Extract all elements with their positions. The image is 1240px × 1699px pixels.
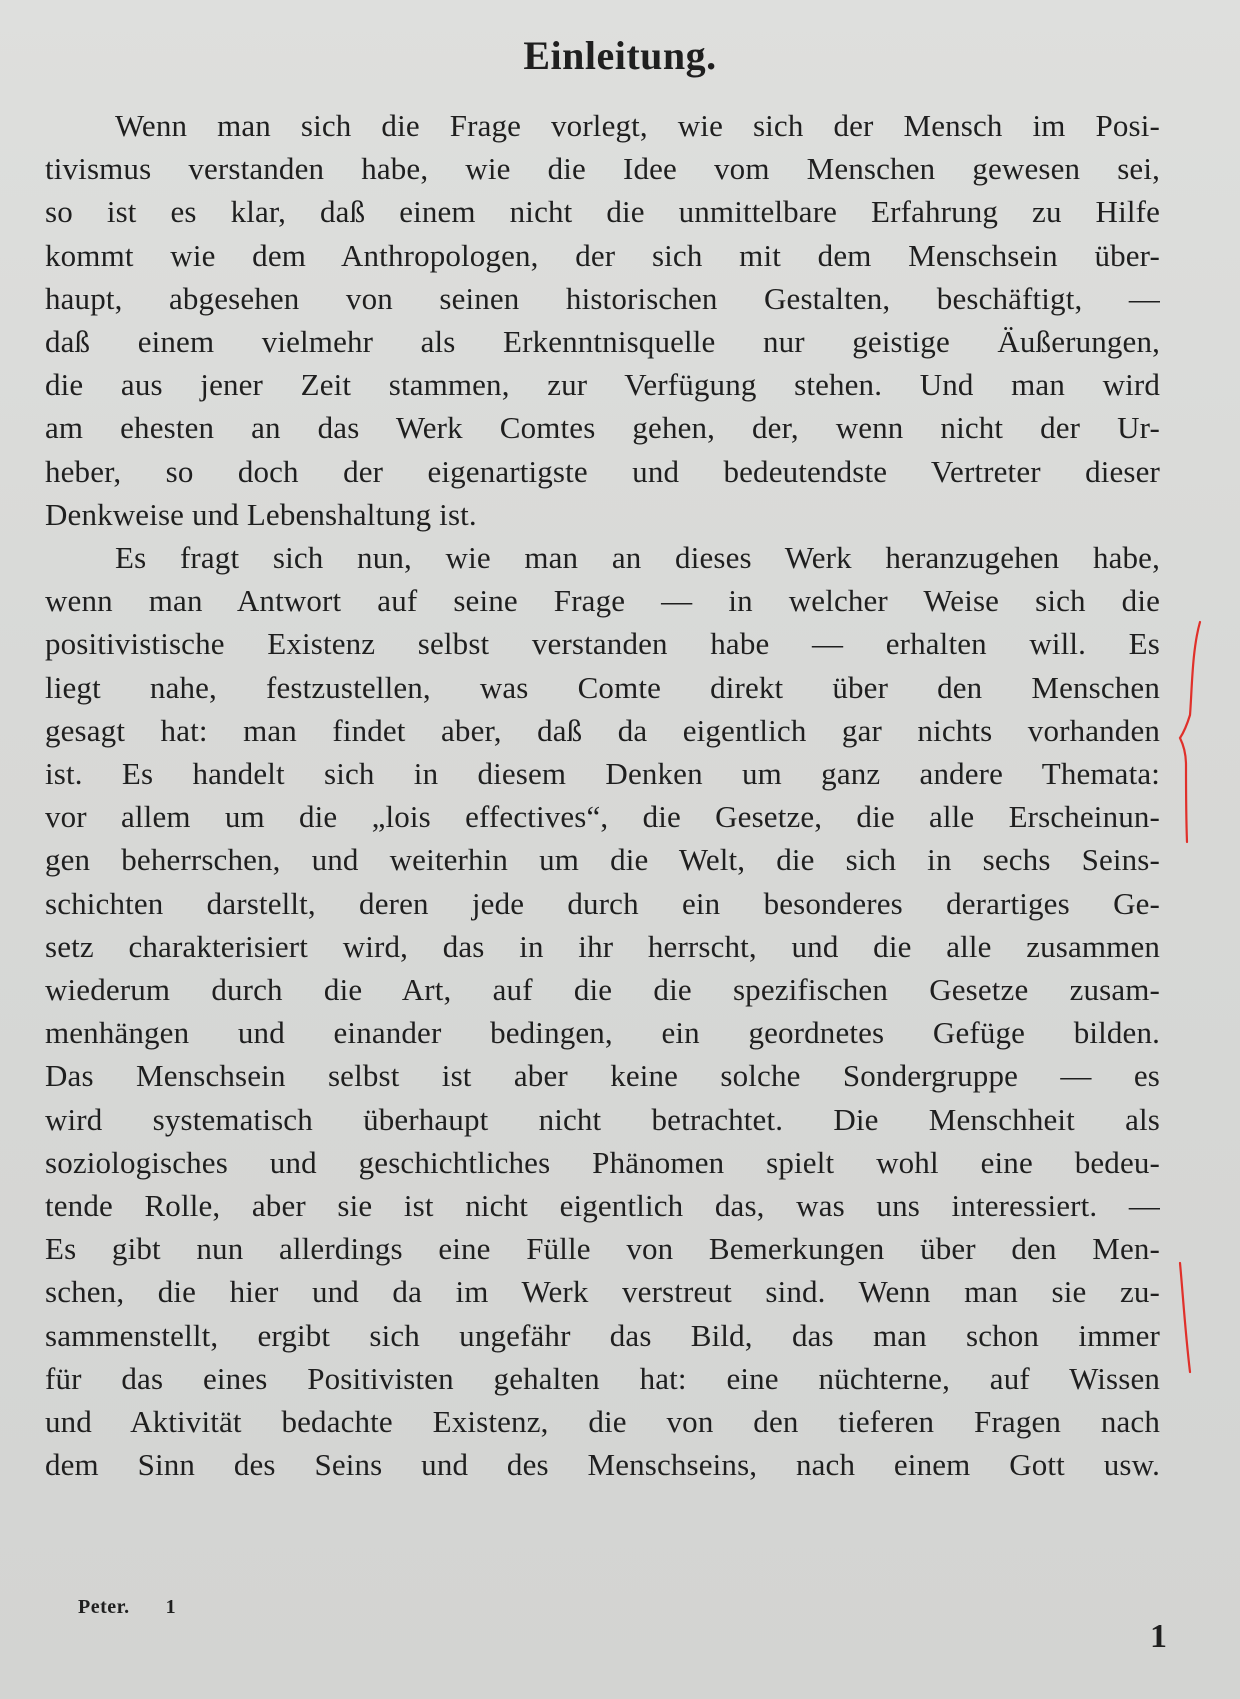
text-line: schichten darstellt, deren jede durch ein besonderes derartiges Ge- (45, 885, 1160, 921)
text-line: kommt wie dem Anthropologen, der sich mit dem Menschsein über- (45, 237, 1160, 273)
text-line: liegt nahe, festzustellen, was Comte direkt über den Menschen (45, 669, 1160, 705)
text-line: Es fragt sich nun, wie man an dieses Werk heranzugehen habe, (115, 540, 1160, 576)
text-line: tivismus verstanden habe, wie die Idee vom Menschen gewesen sei, (45, 151, 1160, 187)
signature-name: Peter. (78, 1596, 130, 1618)
text-line: positivistische Existenz selbst verstanden habe — erhalten will. Es (45, 626, 1160, 662)
text-line: Es gibt nun allerdings eine Fülle von Bemerkungen über den Men- (45, 1231, 1160, 1267)
text-line: daß einem vielmehr als Erkenntnisquelle nur geistige Äußerungen, (45, 324, 1160, 360)
text-line: Wenn man sich die Frage vorlegt, wie sich der Mensch im Posi- (115, 108, 1160, 143)
text-line: die aus jener Zeit stammen, zur Verfügung stehen. Und man wird (45, 367, 1160, 403)
text-line: tende Rolle, aber sie ist nicht eigentlich das, was uns interessiert. — (45, 1188, 1160, 1224)
text-line: wenn man Antwort auf seine Frage — in welcher Weise sich die (45, 583, 1160, 619)
text-line: soziologisches und geschichtliches Phänomen spielt wohl eine bedeu- (45, 1144, 1160, 1180)
text-line: schen, die hier und da im Werk verstreut sind. Wenn man sie zu- (45, 1274, 1160, 1310)
chapter-heading: Einleitung. (523, 33, 717, 78)
page-number: 1 (1150, 1618, 1167, 1655)
text-line: setz charakterisiert wird, das in ihr herrscht, und die alle zusammen (45, 928, 1160, 964)
text-line: Das Menschsein selbst ist aber keine solche Sondergruppe — es (45, 1058, 1160, 1094)
text-line: menhängen und einander bedingen, ein geordnetes Gefüge bilden. (45, 1015, 1160, 1051)
signature-number: 1 (165, 1596, 177, 1618)
text-line: sammenstellt, ergibt sich ungefähr das Bild, das man schon immer (45, 1317, 1160, 1353)
text-line: wird systematisch überhaupt nicht betrachtet. Die Menschheit als (45, 1101, 1160, 1137)
text-line: wiederum durch die Art, auf die die spezifischen Gesetze zusam- (45, 972, 1160, 1008)
text-line: heber, so doch der eigenartigste und bedeutendste Vertreter dieser (45, 453, 1160, 489)
red-line-mark (1180, 1263, 1190, 1372)
text-line: so ist es klar, daß einem nicht die unmittelbare Erfahrung zu Hilfe (45, 194, 1160, 230)
text-line: ist. Es handelt sich in diesem Denken um ganz andere Themata: (45, 756, 1160, 792)
red-brace-mark (1180, 622, 1200, 842)
text-line: dem Sinn des Seins und des Menschseins, nach einem Gott usw. (45, 1447, 1160, 1483)
text-line: am ehesten an das Werk Comtes gehen, der, wenn nicht der Ur- (45, 410, 1160, 446)
text-line: und Aktivität bedachte Existenz, die von den tieferen Fragen nach (45, 1404, 1160, 1440)
text-line: haupt, abgesehen von seinen historischen Gestalten, beschäftigt, — (45, 280, 1160, 316)
text-line: für das eines Positivisten gehalten hat: eine nüchterne, auf Wissen (45, 1360, 1160, 1396)
text-line: Denkweise und Lebenshaltung ist. (45, 496, 477, 532)
text-line: gen beherrschen, und weiterhin um die Welt, die sich in sechs Seins- (45, 842, 1160, 878)
text-line: gesagt hat: man findet aber, daß da eigentlich gar nichts vorhanden (45, 712, 1160, 748)
text-line: vor allem um die „lois effectives“, die Gesetze, die alle Erscheinun- (45, 799, 1160, 835)
body-text (45, 104, 1160, 1487)
printer-signature (78, 1596, 176, 1619)
